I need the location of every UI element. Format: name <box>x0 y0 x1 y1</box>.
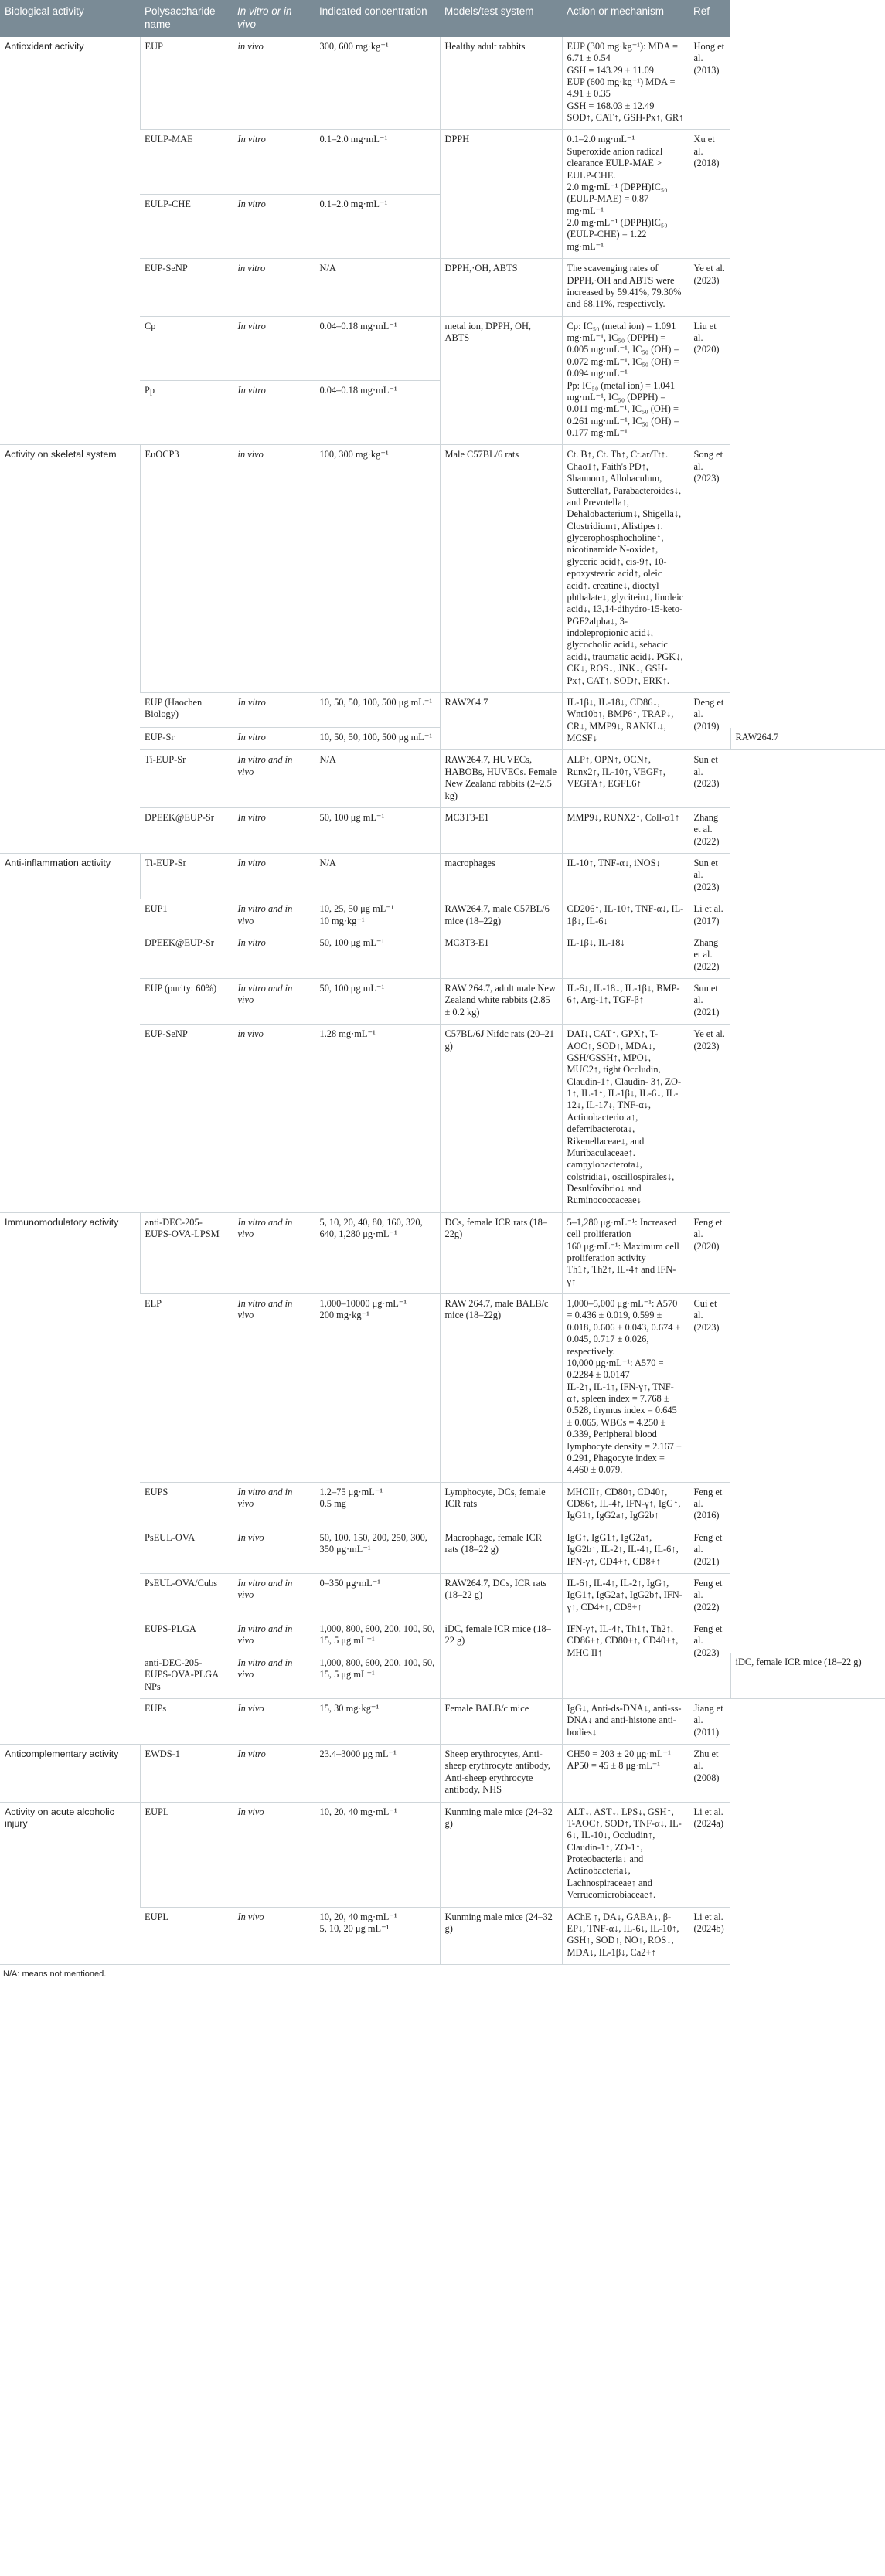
reference: Song et al. (2023) <box>689 445 730 693</box>
model-system: RAW264.7, HUVECs, HABOBs, HUVECs. Female New Zealand rabbits (2–2.5 kg) <box>440 750 562 808</box>
activity-category: Activity on acute alcoholic injury <box>0 1802 140 1965</box>
polysaccharide-name: EUP-SeNP <box>140 259 233 317</box>
model-system: Sheep erythrocytes, Anti-sheep erythrocyte antibody, Anti-sheep erythrocyte antibody, NHS <box>440 1745 562 1803</box>
test-method: In vitro and in vivo <box>233 1294 315 1483</box>
reference: Zhang et al. (2022) <box>689 807 730 853</box>
polysaccharide-name: EuOCP3 <box>140 445 233 693</box>
concentration: 1.2–75 μg·mL⁻¹ 0.5 mg <box>315 1482 440 1528</box>
action-mechanism: CH50 = 203 ± 20 μg·mL⁻¹ AP50 = 45 ± 8 μg·mL⁻¹ <box>562 1745 689 1803</box>
polysaccharide-name: DPEEK@EUP-Sr <box>140 807 233 853</box>
test-method: In vitro and in vivo <box>233 1573 315 1619</box>
polysaccharide-name: EUPL <box>140 1907 233 1965</box>
test-method: In vivo <box>233 1528 315 1573</box>
polysaccharide-name: EULP-MAE <box>140 130 233 194</box>
header-concentration: Indicated concentration <box>315 0 440 37</box>
reference: Feng et al. (2020) <box>689 1212 730 1293</box>
test-method: in vitro <box>233 259 315 317</box>
action-mechanism: 1,000–5,000 μg·mL⁻¹: A570 = 0.436 ± 0.019, 0.599 ± 0.018, 0.606 ± 0.043, 0.674 ± 0.045, 0.717 ± 0.026, respectively. 10,000 μg·mL⁻¹: A570 = 0.2284 ± 0.0147 IL-2↑, IL-1↑, IFN-γ↑, TNF-α↑, spleen index = 7.768 ± 0.528, thymus index = 0.645 ± 0.065, WBCs = 4.250 ± 0.339, Peripheral blood lymphocyte density = 2.167 ± 0.291, Phagocyte index = 4.460 ± 0.079. <box>562 1294 689 1483</box>
test-method: In vitro <box>233 316 315 380</box>
polysaccharide-name: Ti-EUP-Sr <box>140 750 233 808</box>
test-method: In vitro and in vivo <box>233 1482 315 1528</box>
test-method: In vitro and in vivo <box>233 979 315 1025</box>
table-footnote: N/A: means not mentioned. <box>3 1969 107 1979</box>
test-method: in vivo <box>233 1025 315 1213</box>
header-action: Action or mechanism <box>562 0 689 37</box>
model-system: DPPH <box>440 130 562 259</box>
polysaccharide-name: anti-DEC-205-EUPS-OVA-LPSM <box>140 1212 233 1293</box>
test-method: In vitro <box>233 692 315 727</box>
model-system: MC3T3-E1 <box>440 807 562 853</box>
reference: Li et al. (2024b) <box>689 1907 730 1965</box>
action-mechanism: IL-1β↓, IL-18↓ <box>562 933 689 978</box>
model-system: RAW 264.7, adult male New Zealand white rabbits (2.85 ± 0.2 kg) <box>440 979 562 1025</box>
model-system: Macrophage, female ICR rats (18–22 g) <box>440 1528 562 1573</box>
reference: Ye et al. (2023) <box>689 1025 730 1213</box>
polysaccharide-name: EUPS <box>140 1482 233 1528</box>
concentration: 0.1–2.0 mg·mL⁻¹ <box>315 194 440 258</box>
polysaccharide-name: EUP-Sr <box>140 728 233 750</box>
concentration: 10, 50, 50, 100, 500 μg mL⁻¹ <box>315 728 440 750</box>
test-method: In vitro <box>233 194 315 258</box>
concentration: 1,000–10000 μg·mL⁻¹ 200 mg·kg⁻¹ <box>315 1294 440 1483</box>
action-mechanism: IgG↑, IgG1↑, IgG2a↑, IgG2b↑, IL-2↑, IL-4↑, IL-6↑, IFN-γ↑, CD4+↑, CD8+↑ <box>562 1528 689 1573</box>
action-mechanism: ALP↑, OPN↑, OCN↑, Runx2↑, IL-10↑, VEGF↑, VEGFA↑, EGFL6↑ <box>562 750 689 808</box>
action-mechanism: ALT↓, AST↓, LPS↓, GSH↑, T-AOC↑, SOD↑, TNF-α↓, IL-6↓, IL-10↓, Occludin↑, Claudin-1↑, ZO-1↑, Proteobacteria↓ and Actinobacteria↓, Lachnospiraceae↑ and Verrucomicrobiaceae↑. <box>562 1802 689 1907</box>
reference: Hong et al. (2013) <box>689 37 730 130</box>
concentration: 1,000, 800, 600, 200, 100, 50, 15, 5 μg mL⁻¹ <box>315 1619 440 1653</box>
activity-category: Anti-inflammation activity <box>0 854 140 1213</box>
action-mechanism: MMP9↓, RUNX2↑, Coll-α1↑ <box>562 807 689 853</box>
model-system: Female BALB/c mice <box>440 1698 562 1744</box>
action-mechanism: IFN-γ↑, IL-4↑, Th1↑, Th2↑, CD86+↑, CD80+↑, CD40+↑, MHC II↑ <box>562 1619 689 1699</box>
polysaccharide-name: EUPS-PLGA <box>140 1619 233 1653</box>
activity-category: Immunomodulatory activity <box>0 1212 140 1744</box>
polysaccharide-name: EUP <box>140 37 233 130</box>
model-system: RAW264.7 <box>730 728 885 750</box>
model-system: C57BL/6J Nifdc rats (20–21 g) <box>440 1025 562 1213</box>
polysaccharide-name: anti-DEC-205-EUPS-OVA-PLGA NPs <box>140 1653 233 1698</box>
reference: Jiang et al. (2011) <box>689 1698 730 1744</box>
polysaccharide-name: EUP-SeNP <box>140 1025 233 1213</box>
reference: Deng et al. (2019) <box>689 692 730 750</box>
concentration: 5, 10, 20, 40, 80, 160, 320, 640, 1,280 μg·mL⁻¹ <box>315 1212 440 1293</box>
table-header-row <box>0 0 885 37</box>
polysaccharide-name: EUPL <box>140 1802 233 1907</box>
concentration: N/A <box>315 259 440 317</box>
concentration: 50, 100 μg mL⁻¹ <box>315 933 440 978</box>
test-method: in vivo <box>233 37 315 130</box>
action-mechanism: IL-6↑, IL-4↑, IL-2↑, IgG↑, IgG1↑, IgG2a↑, IgG2b↑, IFN-γ↑, CD4+↑, CD8+↑ <box>562 1573 689 1619</box>
polysaccharide-name: EUP1 <box>140 899 233 933</box>
action-mechanism: EUP (300 mg·kg⁻¹): MDA = 6.71 ± 0.54 GSH = 143.29 ± 11.09 EUP (600 mg·kg⁻¹) MDA = 4.91 ± 0.35 GSH = 168.03 ± 12.49 SOD↑, CAT↑, GSH-Px↑, GR↑ <box>562 37 689 130</box>
concentration: 10, 20, 40 mg·mL⁻¹ <box>315 1802 440 1907</box>
test-method: In vitro <box>233 933 315 978</box>
activity-category: Antioxidant activity <box>0 37 140 445</box>
polysaccharide-name: EUP (Haochen Biology) <box>140 692 233 727</box>
reference: Li et al. (2017) <box>689 899 730 933</box>
activity-category: Activity on skeletal system <box>0 445 140 854</box>
test-method: In vitro <box>233 854 315 899</box>
model-system: iDC, female ICR mice (18–22 g) <box>440 1619 562 1699</box>
reference: Liu et al. (2020) <box>689 316 730 445</box>
reference: Zhu et al. (2008) <box>689 1745 730 1803</box>
test-method: In vitro <box>233 130 315 194</box>
header-model: Models/test system <box>440 0 562 37</box>
table-row <box>0 1745 885 1803</box>
polysaccharide-name: Pp <box>140 381 233 445</box>
activity-category: Anticomplementary activity <box>0 1745 140 1803</box>
polysaccharide-name: Cp <box>140 316 233 380</box>
reference: Feng et al. (2021) <box>689 1528 730 1573</box>
reference: Sun et al. (2023) <box>689 854 730 899</box>
model-system: MC3T3-E1 <box>440 933 562 978</box>
model-system: DPPH,·OH, ABTS <box>440 259 562 317</box>
model-system: Healthy adult rabbits <box>440 37 562 130</box>
polysaccharide-name: EUP (purity: 60%) <box>140 979 233 1025</box>
test-method: In vitro <box>233 381 315 445</box>
reference: Sun et al. (2021) <box>689 979 730 1025</box>
header-name: Polysaccharide name <box>140 0 233 37</box>
header-activity: Biological activity <box>0 0 140 37</box>
concentration: 50, 100, 150, 200, 250, 300, 350 μg·mL⁻¹ <box>315 1528 440 1573</box>
polysaccharide-name: PsEUL-OVA/Cubs <box>140 1573 233 1619</box>
test-method: In vivo <box>233 1907 315 1965</box>
action-mechanism: DAI↓, CAT↑, GPX↑, T-AOC↑, SOD↑, MDA↓, GSH/GSSH↑, MPO↓, MUC2↑, tight Occludin, Claudin-1↑, Claudin- 3↑, ZO-1↑, IL-1↑, IL-1β↓, IL-6↓, IL-12↓, IL-17↓, TNF-α↓, Actinobacteriota↑, deferribacterota↓, Rikenellaceae↓, and Muribaculaceae↑. campylobacterota↓, colstridia↓, oscillospirales↓, Desulfovibrio↓ and Ruminococcaceae↓ <box>562 1025 689 1213</box>
table-row <box>0 1212 885 1293</box>
concentration: 0–350 μg·mL⁻¹ <box>315 1573 440 1619</box>
polysaccharide-name: PsEUL-OVA <box>140 1528 233 1573</box>
reference: Feng et al. (2023) <box>689 1619 730 1699</box>
concentration: 1,000, 800, 600, 200, 100, 50, 15, 5 μg mL⁻¹ <box>315 1653 440 1698</box>
concentration: 100, 300 mg·kg⁻¹ <box>315 445 440 693</box>
concentration: 0.04–0.18 mg·mL⁻¹ <box>315 316 440 380</box>
model-system: DCs, female ICR rats (18–22g) <box>440 1212 562 1293</box>
test-method: In vivo <box>233 1698 315 1744</box>
reference: Zhang et al. (2022) <box>689 933 730 978</box>
test-method: In vitro and in vivo <box>233 1653 315 1698</box>
action-mechanism: 0.1–2.0 mg·mL⁻¹ Superoxide anion radical clearance EULP-MAE > EULP-CHE. 2.0 mg·mL⁻¹ (DPPH)IC₅₀ (EULP-MAE) = 0.87 mg·mL⁻¹ 2.0 mg·mL⁻¹ (DPPH)IC₅₀ (EULP-CHE) = 1.22 mg·mL⁻¹ <box>562 130 689 259</box>
model-system: RAW264.7, DCs, ICR rats (18–22 g) <box>440 1573 562 1619</box>
table-row <box>0 1802 885 1907</box>
model-system: RAW264.7 <box>440 692 562 750</box>
action-mechanism: Cp: IC₅₀ (metal ion) = 1.091 mg·mL⁻¹, IC₅₀ (DPPH) = 0.005 mg·mL⁻¹, IC₅₀ (OH) = 0.072 mg·mL⁻¹, IC₅₀ (OH) = 0.094 mg·mL⁻¹ Pp: IC₅₀ (metal ion) = 1.041 mg·mL⁻¹, IC₅₀ (DPPH) = 0.011 mg·mL⁻¹, IC₅₀ (OH) = 0.261 mg·mL⁻¹, IC₅₀ (OH) = 0.177 mg·mL⁻¹ <box>562 316 689 445</box>
action-mechanism: IL-6↓, IL-18↓, IL-1β↓, BMP-6↑, Arg-1↑, TGF-β↑ <box>562 979 689 1025</box>
model-system: Kunming male mice (24–32 g) <box>440 1802 562 1907</box>
table-row <box>0 37 885 130</box>
polysaccharide-name: Ti-EUP-Sr <box>140 854 233 899</box>
reference: Sun et al. (2023) <box>689 750 730 808</box>
action-mechanism: 5–1,280 μg·mL⁻¹: Increased cell proliferation 160 μg·mL⁻¹: Maximum cell proliferation activity Th1↑, Th2↑, IL-4↑ and IFN-γ↑ <box>562 1212 689 1293</box>
concentration: 23.4–3000 μg mL⁻¹ <box>315 1745 440 1803</box>
polysaccharide-name: EWDS-1 <box>140 1745 233 1803</box>
concentration: 50, 100 μg mL⁻¹ <box>315 979 440 1025</box>
concentration: 0.04–0.18 mg·mL⁻¹ <box>315 381 440 445</box>
concentration: 15, 30 mg·kg⁻¹ <box>315 1698 440 1744</box>
reference: Feng et al. (2022) <box>689 1573 730 1619</box>
polysaccharide-name: EUPs <box>140 1698 233 1744</box>
polysaccharide-name: ELP <box>140 1294 233 1483</box>
model-system: iDC, female ICR mice (18–22 g) <box>730 1653 885 1698</box>
header-method: In vitro or in vivo <box>233 0 315 37</box>
action-mechanism: Ct. B↑, Ct. Th↑, Ct.ar/Tt↑. Chao1↑, Faith's PD↑, Shannon↑, Allobaculum, Sutterella↑, Parabacteroides↓, and Prevotella↑, Dehalobacterium↓, Shigella↓, Clostridium↓, Alistipes↓. glycerophosphocholine↑, nicotinamide N-oxide↑, glyceric acid↑, cis-9↑, 10-epoxystearic acid↑, oleic acid↑. creatine↓, dioctyl phthalate↓, glycitein↓, linoleic acid↓, 13,14-dihydro-15-keto-PGF2alpha↓, 3-indolepropionic acid↓, glycocholic acid↓, sebacic acid↓, traumatic acid↓. PGK↓, CK↓, ROS↓, JNK↓, GSH-Px↑, CAT↑, SOD↑, ERK↑. <box>562 445 689 693</box>
model-system: metal ion, DPPH, OH, ABTS <box>440 316 562 445</box>
header-ref: Ref <box>689 0 730 37</box>
reference: Ye et al. (2023) <box>689 259 730 317</box>
concentration: N/A <box>315 854 440 899</box>
model-system: RAW 264.7, male BALB/c mice (18–22g) <box>440 1294 562 1483</box>
test-method: in vivo <box>233 445 315 693</box>
reference: Li et al. (2024a) <box>689 1802 730 1907</box>
test-method: In vitro and in vivo <box>233 750 315 808</box>
action-mechanism: IL-1β↓, IL-18↓, CD86↓, Wnt10b↑, BMP6↑, TRAP↓, CR↓, MMP9↓, RANKL↓, MCSF↓ <box>562 692 689 750</box>
action-mechanism: MHCII↑, CD80↑, CD40↑, CD86↑, IL-4↑, IFN-γ↑, IgG↑, IgG1↑, IgG2a↑, IgG2b↑ <box>562 1482 689 1528</box>
concentration: 1.28 mg·mL⁻¹ <box>315 1025 440 1213</box>
model-system: macrophages <box>440 854 562 899</box>
test-method: In vitro <box>233 807 315 853</box>
model-system: Male C57BL/6 rats <box>440 445 562 693</box>
polysaccharide-name: EULP-CHE <box>140 194 233 258</box>
concentration: 300, 600 mg·kg⁻¹ <box>315 37 440 130</box>
action-mechanism: CD206↑, IL-10↑, TNF-α↓, IL-1β↓, IL-6↓ <box>562 899 689 933</box>
reference: Cui et al. (2023) <box>689 1294 730 1483</box>
table-row <box>0 445 885 693</box>
concentration: 0.1–2.0 mg·mL⁻¹ <box>315 130 440 194</box>
table-body <box>0 37 885 1965</box>
test-method: In vitro and in vivo <box>233 899 315 933</box>
action-mechanism: IL-10↑, TNF-α↓, iNOS↓ <box>562 854 689 899</box>
test-method: In vitro and in vivo <box>233 1619 315 1653</box>
model-system: Kunming male mice (24–32 g) <box>440 1907 562 1965</box>
action-mechanism: IgG↓, Anti-ds-DNA↓, anti-ss-DNA↓ and anti-histone anti-bodies↓ <box>562 1698 689 1744</box>
reference: Feng et al. (2016) <box>689 1482 730 1528</box>
test-method: In vitro <box>233 728 315 750</box>
concentration: N/A <box>315 750 440 808</box>
test-method: In vitro and in vivo <box>233 1212 315 1293</box>
concentration: 10, 25, 50 μg mL⁻¹ 10 mg·kg⁻¹ <box>315 899 440 933</box>
concentration: 10, 50, 50, 100, 500 μg mL⁻¹ <box>315 692 440 727</box>
test-method: In vivo <box>233 1802 315 1907</box>
reference: Xu et al. (2018) <box>689 130 730 259</box>
action-mechanism: The scavenging rates of DPPH,·OH and ABTS were increased by 59.41%, 79.30% and 68.11%, respectively. <box>562 259 689 317</box>
action-mechanism: AChE ↑, DA↓, GABA↓, β-EP↓, TNF-α↓, IL-6↓, IL-10↑, GSH↑, SOD↑, NO↑, ROS↓, MDA↓, IL-1β↓, Ca2+↑ <box>562 1907 689 1965</box>
model-system: Lymphocyte, DCs, female ICR rats <box>440 1482 562 1528</box>
table-row <box>0 854 885 899</box>
concentration: 50, 100 μg mL⁻¹ <box>315 807 440 853</box>
model-system: RAW264.7, male C57BL/6 mice (18–22g) <box>440 899 562 933</box>
concentration: 10, 20, 40 mg·mL⁻¹ 5, 10, 20 μg mL⁻¹ <box>315 1907 440 1965</box>
test-method: In vitro <box>233 1745 315 1803</box>
polysaccharide-name: DPEEK@EUP-Sr <box>140 933 233 978</box>
